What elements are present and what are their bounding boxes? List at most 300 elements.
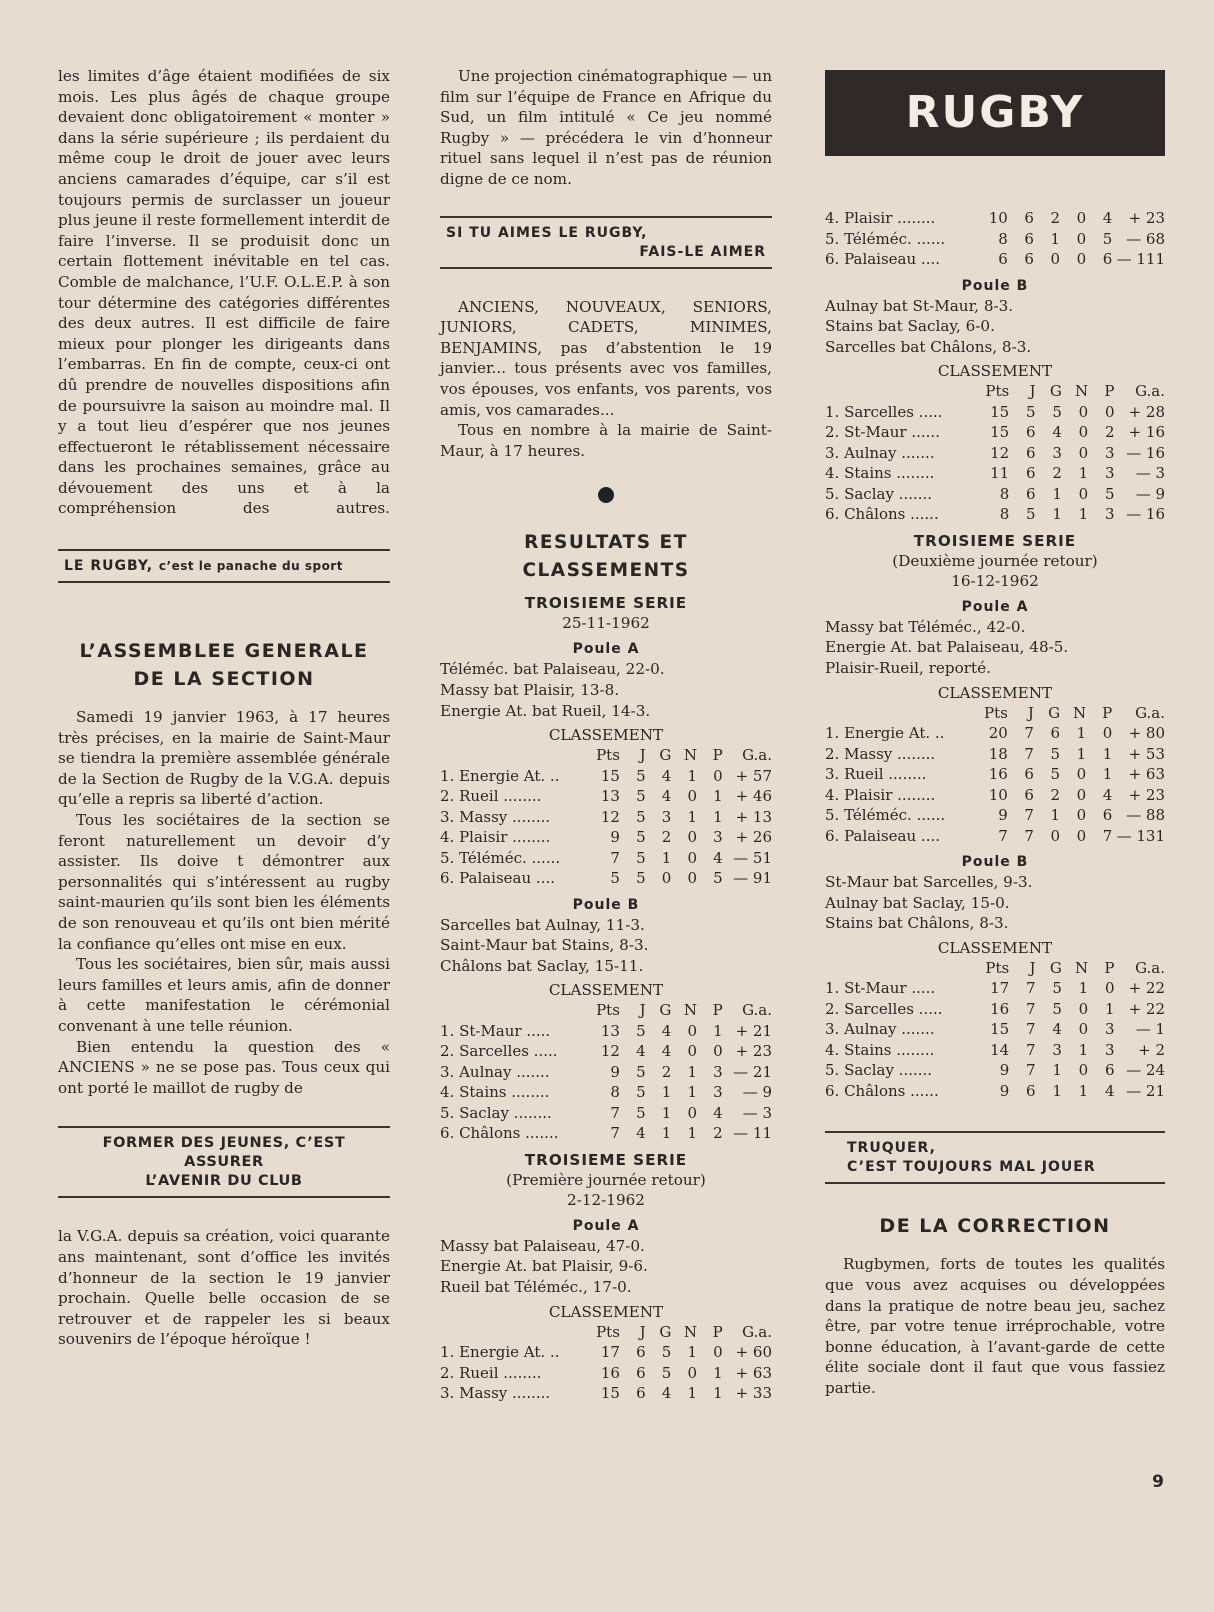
stat-cell: 5: [1104, 484, 1115, 503]
results-heading: RESULTATS ET CLASSEMENTS: [522, 532, 690, 582]
stat-cell: 9: [610, 1062, 620, 1081]
stat-cell: 1: [1078, 464, 1089, 483]
stat-cell: + 33: [735, 1384, 772, 1403]
poule-b-results: [825, 872, 1165, 934]
assembly-paragraph: Tous les sociétaires, bien sûr, mais aussi leurs familles et leurs amis, afin de donner à cette manifestation le cérémonial convenant à une telle réunion.: [58, 955, 390, 1035]
stat-cell: 4: [661, 766, 672, 785]
stat-cell: 3: [1104, 443, 1115, 462]
stat-cell: 0: [1076, 806, 1087, 825]
stat-cell: 16: [990, 999, 1010, 1018]
team-name: 6. Châlons ......: [825, 1081, 939, 1100]
column-header: N: [1073, 703, 1087, 722]
stat-cell: 3: [1052, 443, 1062, 462]
stat-cell: 4: [1052, 1020, 1062, 1039]
classement-label: CLASSEMENT: [937, 683, 1053, 702]
column-header: G: [659, 746, 672, 765]
stat-cell: 1: [687, 1062, 698, 1081]
team-name: 1. Energie At. ..: [440, 1343, 560, 1362]
stat-cell: + 63: [1128, 765, 1165, 784]
classement-label: CLASSEMENT: [548, 981, 664, 1000]
stat-cell: 4: [661, 1042, 672, 1061]
stat-cell: 0: [687, 787, 698, 806]
column-header: N: [683, 1001, 698, 1020]
slogan-line: FORMER DES JEUNES, C’EST ASSURER: [102, 1135, 346, 1171]
stat-cell: 5: [661, 1343, 672, 1362]
column-right: [825, 60, 1165, 1399]
stat-cell: 1: [687, 766, 698, 785]
table-row: [825, 805, 1165, 826]
column-header: G: [659, 1322, 672, 1341]
stat-cell: 6: [1026, 484, 1036, 503]
result-line: Massy bat Palaiseau, 47-0.: [440, 1236, 645, 1255]
table-row: [440, 786, 772, 807]
column-middle: [440, 60, 772, 1404]
table-row: [440, 766, 772, 787]
assembly-paragraph: Bien entendu la question des « ANCIENS » ne se pose pas. Tous ceux qui ont porté le maillot de rugby de: [58, 1037, 390, 1097]
stat-cell: 0: [687, 848, 698, 867]
result-line: Plaisir-Rueil, reporté.: [825, 658, 991, 677]
classement-label: CLASSEMENT: [937, 938, 1053, 957]
standings-table: [825, 381, 1165, 525]
appeal-paragraph: ANCIENS, NOUVEAUX, SENIORS, JUNIORS, CADETS, MINIMES, BENJAMINS, pas d’abstention le 19 janvier... tous présents avec vos familles, vos épouses, vos enfants, vos parents, vos amis, vos camarades...: [440, 297, 772, 419]
table-header-row: [440, 1322, 772, 1343]
closing-paragraph: la V.G.A. depuis sa création, voici quarante ans maintenant, sont d’office les invités d’honneur de la section le 19 janvier prochain. Quelle belle occasion de se retrouver et de rappeler les si beaux souvenirs de l’époque héroïque !: [58, 1227, 390, 1349]
stat-cell: 7: [1024, 806, 1034, 825]
team-name: 2. Sarcelles .....: [440, 1042, 558, 1061]
team-name: 4. Plaisir ........: [825, 785, 936, 804]
poule-a-results: [440, 1236, 772, 1298]
stat-cell: 7: [610, 1124, 620, 1143]
table-row: [825, 1060, 1165, 1081]
stat-cell: 7: [998, 826, 1008, 845]
stat-cell: 5: [1026, 402, 1036, 421]
stat-cell: + 57: [735, 766, 772, 785]
team-name: 4. Plaisir ........: [825, 209, 936, 227]
stat-cell: 6: [1024, 785, 1034, 804]
standings-table: [440, 1322, 772, 1404]
poule-a-label: Poule A: [961, 598, 1029, 615]
stat-cell: — 51: [733, 848, 772, 867]
table-row: [440, 1342, 772, 1363]
stat-cell: — 16: [1126, 443, 1165, 462]
result-line: Stains bat Châlons, 8-3.: [825, 914, 1009, 933]
stat-cell: + 53: [1128, 744, 1165, 763]
stat-cell: 9: [610, 828, 620, 847]
stat-cell: 9: [999, 1061, 1010, 1080]
result-line: Rueil bat Téléméc., 17-0.: [440, 1278, 632, 1297]
table-row: [825, 463, 1165, 484]
column-header: G: [1049, 382, 1062, 401]
stat-cell: 0: [1078, 1020, 1089, 1039]
stat-cell: 7: [610, 848, 620, 867]
stat-cell: 1: [687, 1384, 698, 1403]
stat-cell: 7: [1102, 826, 1113, 845]
stat-cell: — 91: [733, 869, 772, 888]
stat-cell: 8: [998, 229, 1008, 248]
stat-cell: 4: [713, 1103, 723, 1122]
result-line: Téléméc. bat Palaiseau, 22-0.: [440, 660, 665, 679]
slogan-truquer: [825, 1131, 1165, 1184]
stat-cell: + 2: [1138, 1040, 1165, 1059]
stat-cell: 0: [1078, 443, 1089, 462]
stat-cell: 1: [1102, 765, 1113, 784]
stat-cell: 16: [600, 1363, 620, 1382]
stat-cell: + 60: [735, 1343, 772, 1362]
stat-cell: 9: [998, 806, 1008, 825]
column-header: G: [659, 1001, 672, 1020]
column-header: G.a.: [742, 1322, 772, 1341]
stat-cell: 3: [661, 807, 672, 826]
stat-cell: 6: [1024, 765, 1034, 784]
stat-cell: 15: [600, 1384, 620, 1403]
assembly-paragraph: Tous les sociétaires de la section se feront naturellement un devoir d’y assister. Ils doive t démontrer aux personnalités qui s’intéressent au rugby saint-maurien qu’ils sont bien les éléments de son renouveau et qu’ils ont bien mérité la confiance qu’elles ont mise en eux.: [58, 811, 390, 953]
result-line: Massy bat Plaisir, 13-8.: [440, 680, 620, 699]
table-header-row: [440, 1000, 772, 1021]
column-header: G.a.: [742, 746, 772, 765]
stat-cell: + 26: [735, 828, 772, 847]
stat-cell: 5: [636, 1083, 646, 1102]
stat-cell: 0: [1104, 979, 1115, 998]
table-row: [440, 807, 772, 828]
stat-cell: — 16: [1126, 505, 1165, 524]
column-header: G: [1048, 703, 1061, 722]
stat-cell: 3: [1104, 1040, 1115, 1059]
stat-cell: 11: [990, 464, 1010, 483]
result-line: Stains bat Saclay, 6-0.: [825, 317, 995, 336]
stat-cell: 6: [1104, 1061, 1115, 1080]
series-title: TROISIEME SERIE: [913, 531, 1077, 550]
result-line: Energie At. bat Plaisir, 9-6.: [440, 1257, 648, 1276]
series-2-12-1962: [440, 1150, 772, 1404]
stat-cell: 14: [990, 1040, 1010, 1059]
stat-cell: 1: [1052, 1081, 1062, 1100]
table-header-row: [440, 745, 772, 766]
table-row: [825, 443, 1165, 464]
table-row: [440, 827, 772, 848]
stat-cell: 4: [1102, 209, 1113, 227]
poule-a-label: Poule A: [572, 1217, 640, 1234]
stat-cell: 7: [1024, 826, 1034, 845]
series-date: 25-11-1962: [562, 614, 650, 633]
poule-b-label: Poule B: [961, 277, 1029, 294]
column-header: Pts: [985, 382, 1010, 401]
standings-table: [825, 208, 1165, 270]
stat-cell: — 68: [1126, 229, 1165, 248]
team-name: 3. Aulnay .......: [440, 1062, 550, 1081]
team-name: 5. Téléméc. ......: [825, 806, 946, 825]
classement-label: CLASSEMENT: [548, 1302, 664, 1321]
stat-cell: 5: [713, 869, 723, 888]
stat-cell: 0: [1076, 250, 1087, 268]
table-row: [440, 1041, 772, 1062]
stat-cell: 0: [1104, 402, 1115, 421]
table-row: [825, 826, 1165, 847]
poule-b-results: [440, 915, 772, 977]
intro-paragraph: les limites d’âge étaient modifiées de six mois. Les plus âgés de chaque groupe devaient donc obligatoirement « monter » dans la série supérieure ; ils perdaient du même coup le droit de jouer avec leurs anciens camarades d’équipe, car s’il est toujours permis de surclasser un joueur plus jeune il reste formellement interdit de faire l’inverse. Il se produisit donc un certain flottement inévitable en tel cas. Comble de malchance, l’U.F. O.L.E.P. à son tour détermine des catégories différentes des deux autres. Il est difficile de faire mieux pour plonger les dirigeants dans l’embarras. En fin de compte, ceux-ci ont dû prendre de nouvelles dispositions afin de poursuivre la saison au moindre mal. Il y a tout lieu d’espérer que nos jeunes effectueront le rétablissement nécessaire dans les prochaines semaines, grâce au dévouement des uns et à la compréhension des autres.: [58, 67, 390, 518]
stat-cell: 5: [636, 766, 646, 785]
stat-cell: + 80: [1128, 724, 1165, 743]
stat-cell: 0: [713, 766, 723, 785]
result-line: Aulnay bat Saclay, 15-0.: [825, 893, 1010, 912]
stat-cell: 6: [1050, 724, 1061, 743]
stat-cell: + 63: [735, 1363, 772, 1382]
stat-cell: 7: [1026, 1040, 1036, 1059]
column-header: Pts: [984, 703, 1008, 722]
column-left: [58, 60, 390, 1350]
stat-cell: 0: [1076, 229, 1087, 248]
stat-cell: 2: [1104, 423, 1115, 442]
standings-table: [825, 703, 1165, 847]
standings-table: [825, 958, 1165, 1102]
stat-cell: 10: [988, 209, 1008, 227]
stat-cell: 6: [1026, 443, 1036, 462]
column-header: J: [639, 1322, 646, 1341]
slogan-line: FAIS-LE AIMER: [639, 243, 766, 260]
assembly-paragraph: Samedi 19 janvier 1963, à 17 heures très précises, en la mairie de Saint-Maur se tiendra la première assemblée générale de la Section de Rugby de la V.G.A. depuis qu’elle a repris sa liberté d’action.: [58, 708, 390, 809]
table-row: [440, 868, 772, 889]
team-name: 1. Energie At. ..: [825, 724, 945, 743]
column-header: J: [1029, 382, 1036, 401]
stat-cell: 15: [990, 423, 1010, 442]
stat-cell: — 3: [1135, 464, 1165, 483]
stat-cell: — 111: [1116, 250, 1165, 268]
table-header-row: [825, 958, 1165, 979]
stat-cell: 1: [1076, 744, 1087, 763]
stat-cell: 5: [1102, 229, 1113, 248]
stat-cell: 1: [1078, 505, 1089, 524]
stat-cell: 6: [1024, 229, 1034, 248]
stat-cell: 4: [636, 1124, 646, 1143]
table-row: [825, 999, 1165, 1020]
column-header: N: [1075, 382, 1089, 401]
table-row: [825, 978, 1165, 999]
stat-cell: 0: [1076, 826, 1087, 845]
slogan-line: L’AVENIR DU CLUB: [145, 1173, 303, 1190]
stat-cell: 0: [713, 1042, 723, 1061]
stat-cell: 6: [1026, 423, 1036, 442]
stat-cell: 0: [687, 1042, 698, 1061]
poule-b-label: Poule B: [961, 854, 1029, 871]
stat-cell: 0: [1076, 785, 1087, 804]
stat-cell: 1: [713, 1363, 723, 1382]
stat-cell: — 21: [733, 1062, 772, 1081]
assembly-heading: [58, 637, 390, 693]
stat-cell: 1: [1078, 1040, 1089, 1059]
stat-cell: 5: [610, 869, 620, 888]
column-header: G.a.: [1135, 382, 1165, 401]
column-header: G: [1049, 958, 1062, 977]
stat-cell: 0: [713, 1343, 723, 1362]
stat-cell: 0: [1078, 484, 1089, 503]
stat-cell: 18: [988, 744, 1008, 763]
team-name: 2. Massy ........: [825, 744, 936, 763]
team-name: 4. Stains ........: [825, 464, 935, 483]
stat-cell: + 21: [735, 1021, 772, 1040]
series-date: 2-12-1962: [567, 1190, 645, 1209]
stat-cell: 9: [999, 1081, 1010, 1100]
team-name: 4. Stains ........: [440, 1083, 550, 1102]
stat-cell: 1: [1104, 999, 1115, 1018]
table-row: [825, 1081, 1165, 1102]
column-header: P: [712, 746, 723, 765]
stat-cell: 20: [988, 724, 1008, 743]
stat-cell: 2: [1052, 464, 1062, 483]
stat-cell: 3: [1104, 505, 1115, 524]
team-name: 3. Massy ........: [440, 807, 551, 826]
stat-cell: — 11: [733, 1124, 772, 1143]
stat-cell: 0: [687, 828, 698, 847]
team-name: 3. Aulnay .......: [825, 1020, 935, 1039]
result-line: Aulnay bat St-Maur, 8-3.: [825, 296, 1014, 315]
stat-cell: 1: [713, 787, 723, 806]
stat-cell: 13: [600, 1021, 620, 1040]
team-name: 4. Plaisir ........: [440, 828, 551, 847]
stat-cell: 5: [636, 848, 646, 867]
stat-cell: 6: [1026, 464, 1036, 483]
column-header: N: [683, 1322, 698, 1341]
result-line: Massy bat Téléméc., 42-0.: [825, 617, 1026, 636]
team-name: 5. Téléméc. ......: [440, 848, 561, 867]
stat-cell: 1: [661, 1103, 672, 1122]
correction-heading: DE LA CORRECTION: [879, 1215, 1111, 1238]
stat-cell: 0: [1078, 999, 1089, 1018]
column-header: P: [1102, 703, 1113, 722]
team-name: 5. Saclay .......: [825, 1061, 933, 1080]
assembly-heading-line1: L’ASSEMBLEE GENERALE: [79, 640, 369, 663]
table-row: [825, 744, 1165, 765]
stat-cell: 1: [1052, 505, 1062, 524]
column-header: J: [1027, 703, 1034, 722]
table-row: [825, 229, 1165, 250]
stat-cell: + 23: [1128, 209, 1165, 227]
table-header-row: [825, 703, 1165, 724]
stat-cell: 1: [713, 1384, 723, 1403]
team-name: 3. Aulnay .......: [825, 443, 935, 462]
team-name: 1. Energie At. ..: [440, 766, 560, 785]
stat-cell: 5: [1052, 979, 1062, 998]
stat-cell: 5: [661, 1363, 672, 1382]
stat-cell: 17: [600, 1343, 620, 1362]
stat-cell: 1: [1078, 979, 1089, 998]
stat-cell: 0: [1078, 402, 1089, 421]
stat-cell: 1: [687, 1124, 698, 1143]
slogan-line: SI TU AIMES LE RUGBY,: [446, 224, 648, 241]
stat-cell: — 88: [1126, 806, 1165, 825]
stat-cell: 3: [713, 1062, 723, 1081]
stat-cell: 17: [990, 979, 1010, 998]
stat-cell: 0: [1076, 209, 1087, 227]
stat-cell: — 21: [1126, 1081, 1165, 1100]
stat-cell: + 13: [735, 807, 772, 826]
slogan-rugby-panache: [58, 549, 390, 583]
assembly-heading-line2: DE LA SECTION: [133, 668, 315, 691]
stat-cell: 4: [636, 1042, 646, 1061]
team-name: 6. Châlons .......: [440, 1124, 559, 1143]
stat-cell: 12: [600, 1042, 620, 1061]
team-name: 1. St-Maur .....: [440, 1021, 551, 1040]
stat-cell: 0: [1050, 826, 1061, 845]
team-name: 2. St-Maur ......: [825, 423, 940, 442]
table-row: [440, 1021, 772, 1042]
poule-a-results: [440, 659, 772, 721]
slogan-aimer-rugby: [440, 216, 772, 269]
column-header: P: [1104, 382, 1115, 401]
standings-table: [440, 1000, 772, 1144]
stat-cell: 0: [687, 1021, 698, 1040]
poule-b-label: Poule B: [572, 896, 640, 913]
stat-cell: 1: [1102, 744, 1113, 763]
stat-cell: — 9: [742, 1083, 772, 1102]
slogan-former-jeunes: [58, 1126, 390, 1198]
table-row: [825, 764, 1165, 785]
team-name: 5. Saclay .......: [825, 484, 933, 503]
column-header: P: [712, 1322, 723, 1341]
table-row: [825, 249, 1165, 270]
column-header: J: [639, 746, 646, 765]
stat-cell: 5: [1050, 744, 1061, 763]
stat-cell: + 22: [1128, 979, 1165, 998]
team-name: 6. Châlons ......: [825, 505, 939, 524]
result-line: Châlons bat Saclay, 15-11.: [440, 956, 644, 975]
stat-cell: 3: [1052, 1040, 1062, 1059]
team-name: 1. St-Maur .....: [825, 979, 936, 998]
table-row: [825, 1040, 1165, 1061]
table-row: [825, 484, 1165, 505]
stat-cell: 16: [988, 765, 1008, 784]
stat-cell: 15: [600, 766, 620, 785]
table-row: [440, 1363, 772, 1384]
table-row: [440, 1103, 772, 1124]
column-header: N: [1075, 958, 1089, 977]
column-header: Pts: [596, 1001, 620, 1020]
team-name: 4. Stains ........: [825, 1040, 935, 1059]
column-header: G.a.: [742, 1001, 772, 1020]
stat-cell: 7: [1026, 979, 1036, 998]
team-name: 5. Saclay ........: [440, 1103, 552, 1122]
stat-cell: 5: [1052, 999, 1062, 1018]
stat-cell: 5: [636, 828, 646, 847]
series-date: 16-12-1962: [951, 571, 1039, 590]
stat-cell: + 22: [1128, 999, 1165, 1018]
stat-cell: — 3: [742, 1103, 772, 1122]
poule-a-results: [825, 617, 1165, 679]
stat-cell: 0: [1078, 1061, 1089, 1080]
table-row: [440, 848, 772, 869]
team-name: 3. Rueil ........: [825, 765, 927, 784]
stat-cell: 12: [600, 807, 620, 826]
stat-cell: 15: [990, 1020, 1010, 1039]
stat-cell: 4: [661, 1384, 672, 1403]
stat-cell: 0: [1076, 765, 1087, 784]
result-line: Saint-Maur bat Stains, 8-3.: [440, 936, 649, 955]
slogan-line: C’EST TOUJOURS MAL JOUER: [847, 1159, 1096, 1176]
series-subtitle: (Première journée retour): [506, 1170, 706, 1189]
series-2-12-1962-continued: [825, 208, 1165, 525]
table-row: [825, 723, 1165, 744]
column-header: Pts: [596, 746, 620, 765]
stat-cell: 4: [1102, 785, 1113, 804]
stat-cell: 1: [687, 807, 698, 826]
table-header-row: [825, 381, 1165, 402]
poule-a-label: Poule A: [572, 641, 640, 658]
stat-cell: 6: [636, 1363, 646, 1382]
film-paragraph: Une projection cinématographique — un film sur l’équipe de France en Afrique du Sud, un film intitulé « Ce jeu nommé Rugby » — précédera le vin d’honneur rituel sans lequel il n’est pas de réunion digne de ce nom.: [440, 67, 772, 188]
stat-cell: 6: [636, 1343, 646, 1362]
stat-cell: 5: [636, 1103, 646, 1122]
stat-cell: 7: [1026, 1020, 1036, 1039]
team-name: 3. Massy ........: [440, 1384, 551, 1403]
table-row: [440, 1062, 772, 1083]
